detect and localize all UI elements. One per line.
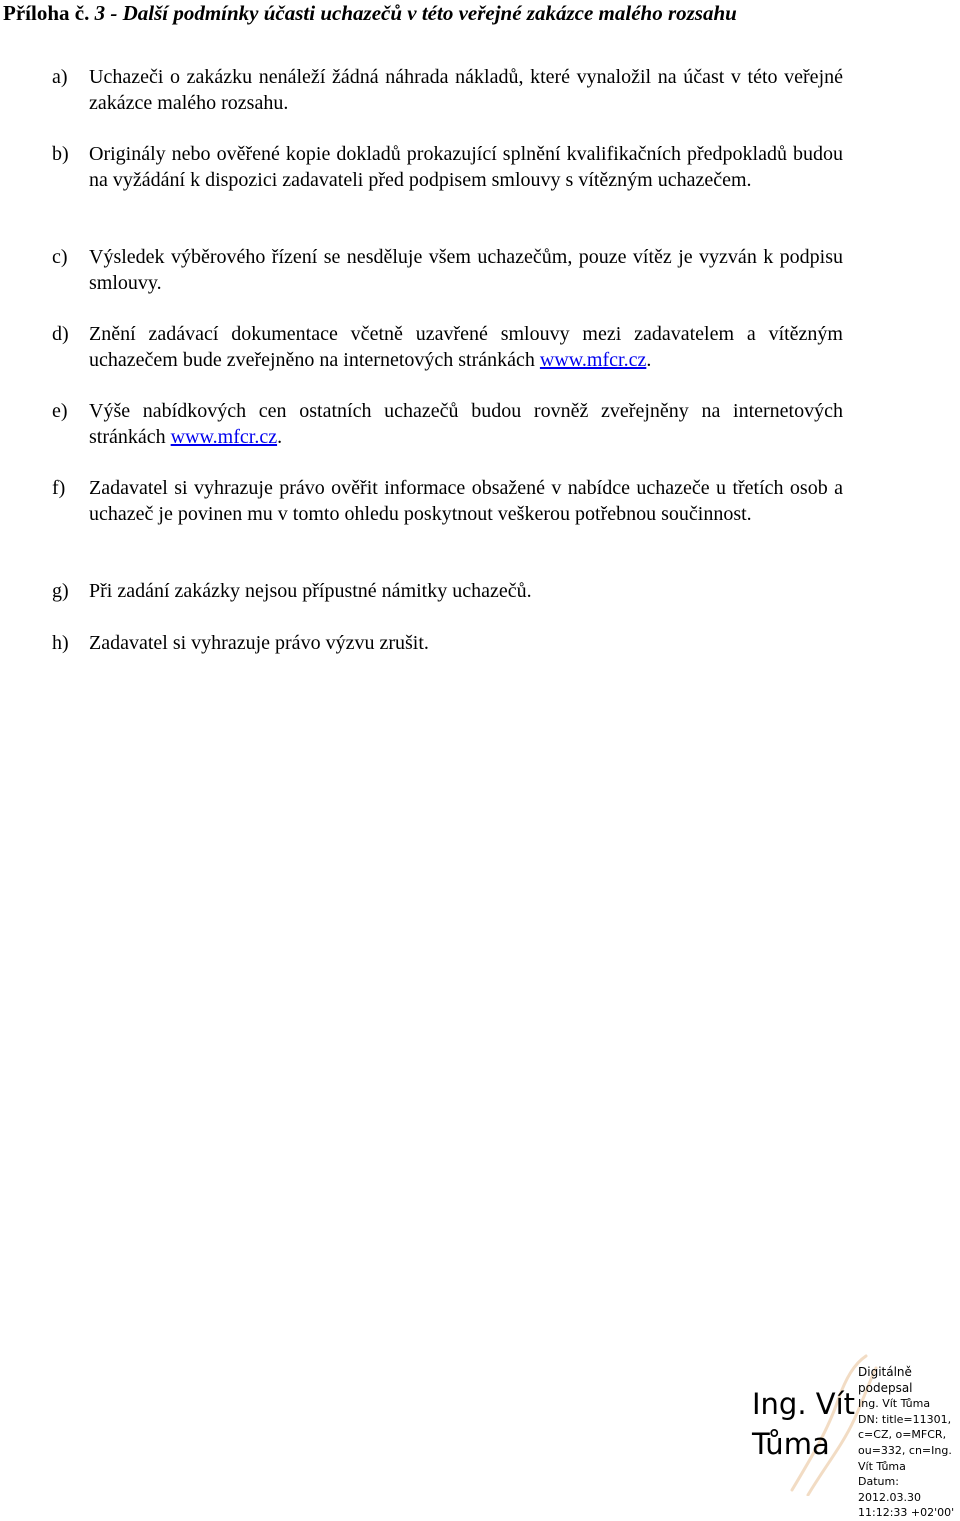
list-item-d: [52, 321, 843, 373]
list-item-h: [52, 630, 843, 656]
signature-detail-line: Digitálně podepsal: [858, 1365, 913, 1395]
signature-detail-line: Ing. Vít Tůma: [858, 1397, 931, 1411]
list-item-text: [89, 321, 843, 373]
document-title: [3, 0, 737, 26]
signer-name-line2: Tůma: [752, 1427, 830, 1461]
list-item-text: Výsledek výběrového řízení se nesděluje všem uchazečům, pouze vítěz je vyzván k podpisu smlouvy.: [89, 246, 843, 294]
signature-detail-line: DN: title=11301,: [858, 1412, 952, 1426]
signer-name-line1: Ing. Vít: [752, 1387, 856, 1421]
list-marker: h): [52, 632, 69, 654]
list-item-f: [52, 475, 843, 527]
list-item-text: Zadavatel si vyhrazuje právo výzvu zrušit.: [89, 632, 429, 654]
list-item-text: [89, 398, 843, 450]
signer-name-large: [752, 1384, 862, 1464]
signature-detail-line: 11:12:33 +02'00': [858, 1506, 955, 1520]
list-marker: a): [52, 66, 68, 88]
list-marker: d): [52, 323, 69, 345]
signature-detail-line: Datum: 2012.03.30: [858, 1475, 921, 1504]
title-prefix: Příloha č.: [3, 1, 90, 25]
list-item-text: Při zadání zakázky nejsou přípustné námitky uchazečů.: [89, 580, 532, 602]
list-marker: f): [52, 477, 66, 499]
list-item-text: Zadavatel si vyhrazuje právo ověřit informace obsažené v nabídce uchazeče u třetích osob a uchazeč je povinen mu v tomto ohledu poskytnout veškerou potřebnou součinnost.: [89, 477, 843, 525]
list-item-c: [52, 244, 843, 296]
signature-detail-line: Vít Tůma: [858, 1459, 906, 1473]
list-marker: b): [52, 143, 69, 165]
item-text-end: .: [277, 426, 283, 448]
list-item-text: Originály nebo ověřené kopie dokladů prokazující splnění kvalifikačních předpokladů budou na vyžádání k dispozici zadavateli před podpisem smlouvy s vítězným uchazečem.: [89, 143, 843, 191]
list-marker: c): [52, 246, 68, 268]
signature-detail-line: c=CZ, o=MFCR,: [858, 1428, 947, 1442]
list-item-e: [52, 398, 843, 450]
list-item-g: [52, 578, 843, 604]
list-marker: g): [52, 580, 69, 602]
list-item-b: [52, 141, 843, 193]
list-item-text: Uchazeči o zakázku nenáleží žádná náhrada nákladů, které vynaložil na účast v této veřejné zakázce malého rozsahu.: [89, 66, 843, 114]
item-text-end: .: [646, 349, 652, 371]
title-text: 3 - Další podmínky účasti uchazečů v této veřejné zakázce malého rozsahu: [89, 1, 737, 25]
item-text: Výše nabídkových cen ostatních uchazečů budou rovněž zveřejněny na internetových stránkách: [89, 400, 843, 448]
signature-detail-line: ou=332, cn=Ing.: [858, 1443, 952, 1457]
mfcr-link[interactable]: www.mfcr.cz: [539, 349, 647, 371]
item-text: Znění zadávací dokumentace včetně uzavřené smlouvy mezi zadavatelem a vítězným uchazečem bude zveřejněno na internetových stránkách: [89, 323, 843, 371]
mfcr-link[interactable]: www.mfcr.cz: [170, 426, 278, 448]
signature-details: [858, 1365, 960, 1521]
list-item-a: [52, 64, 843, 116]
list-marker: e): [52, 400, 68, 422]
